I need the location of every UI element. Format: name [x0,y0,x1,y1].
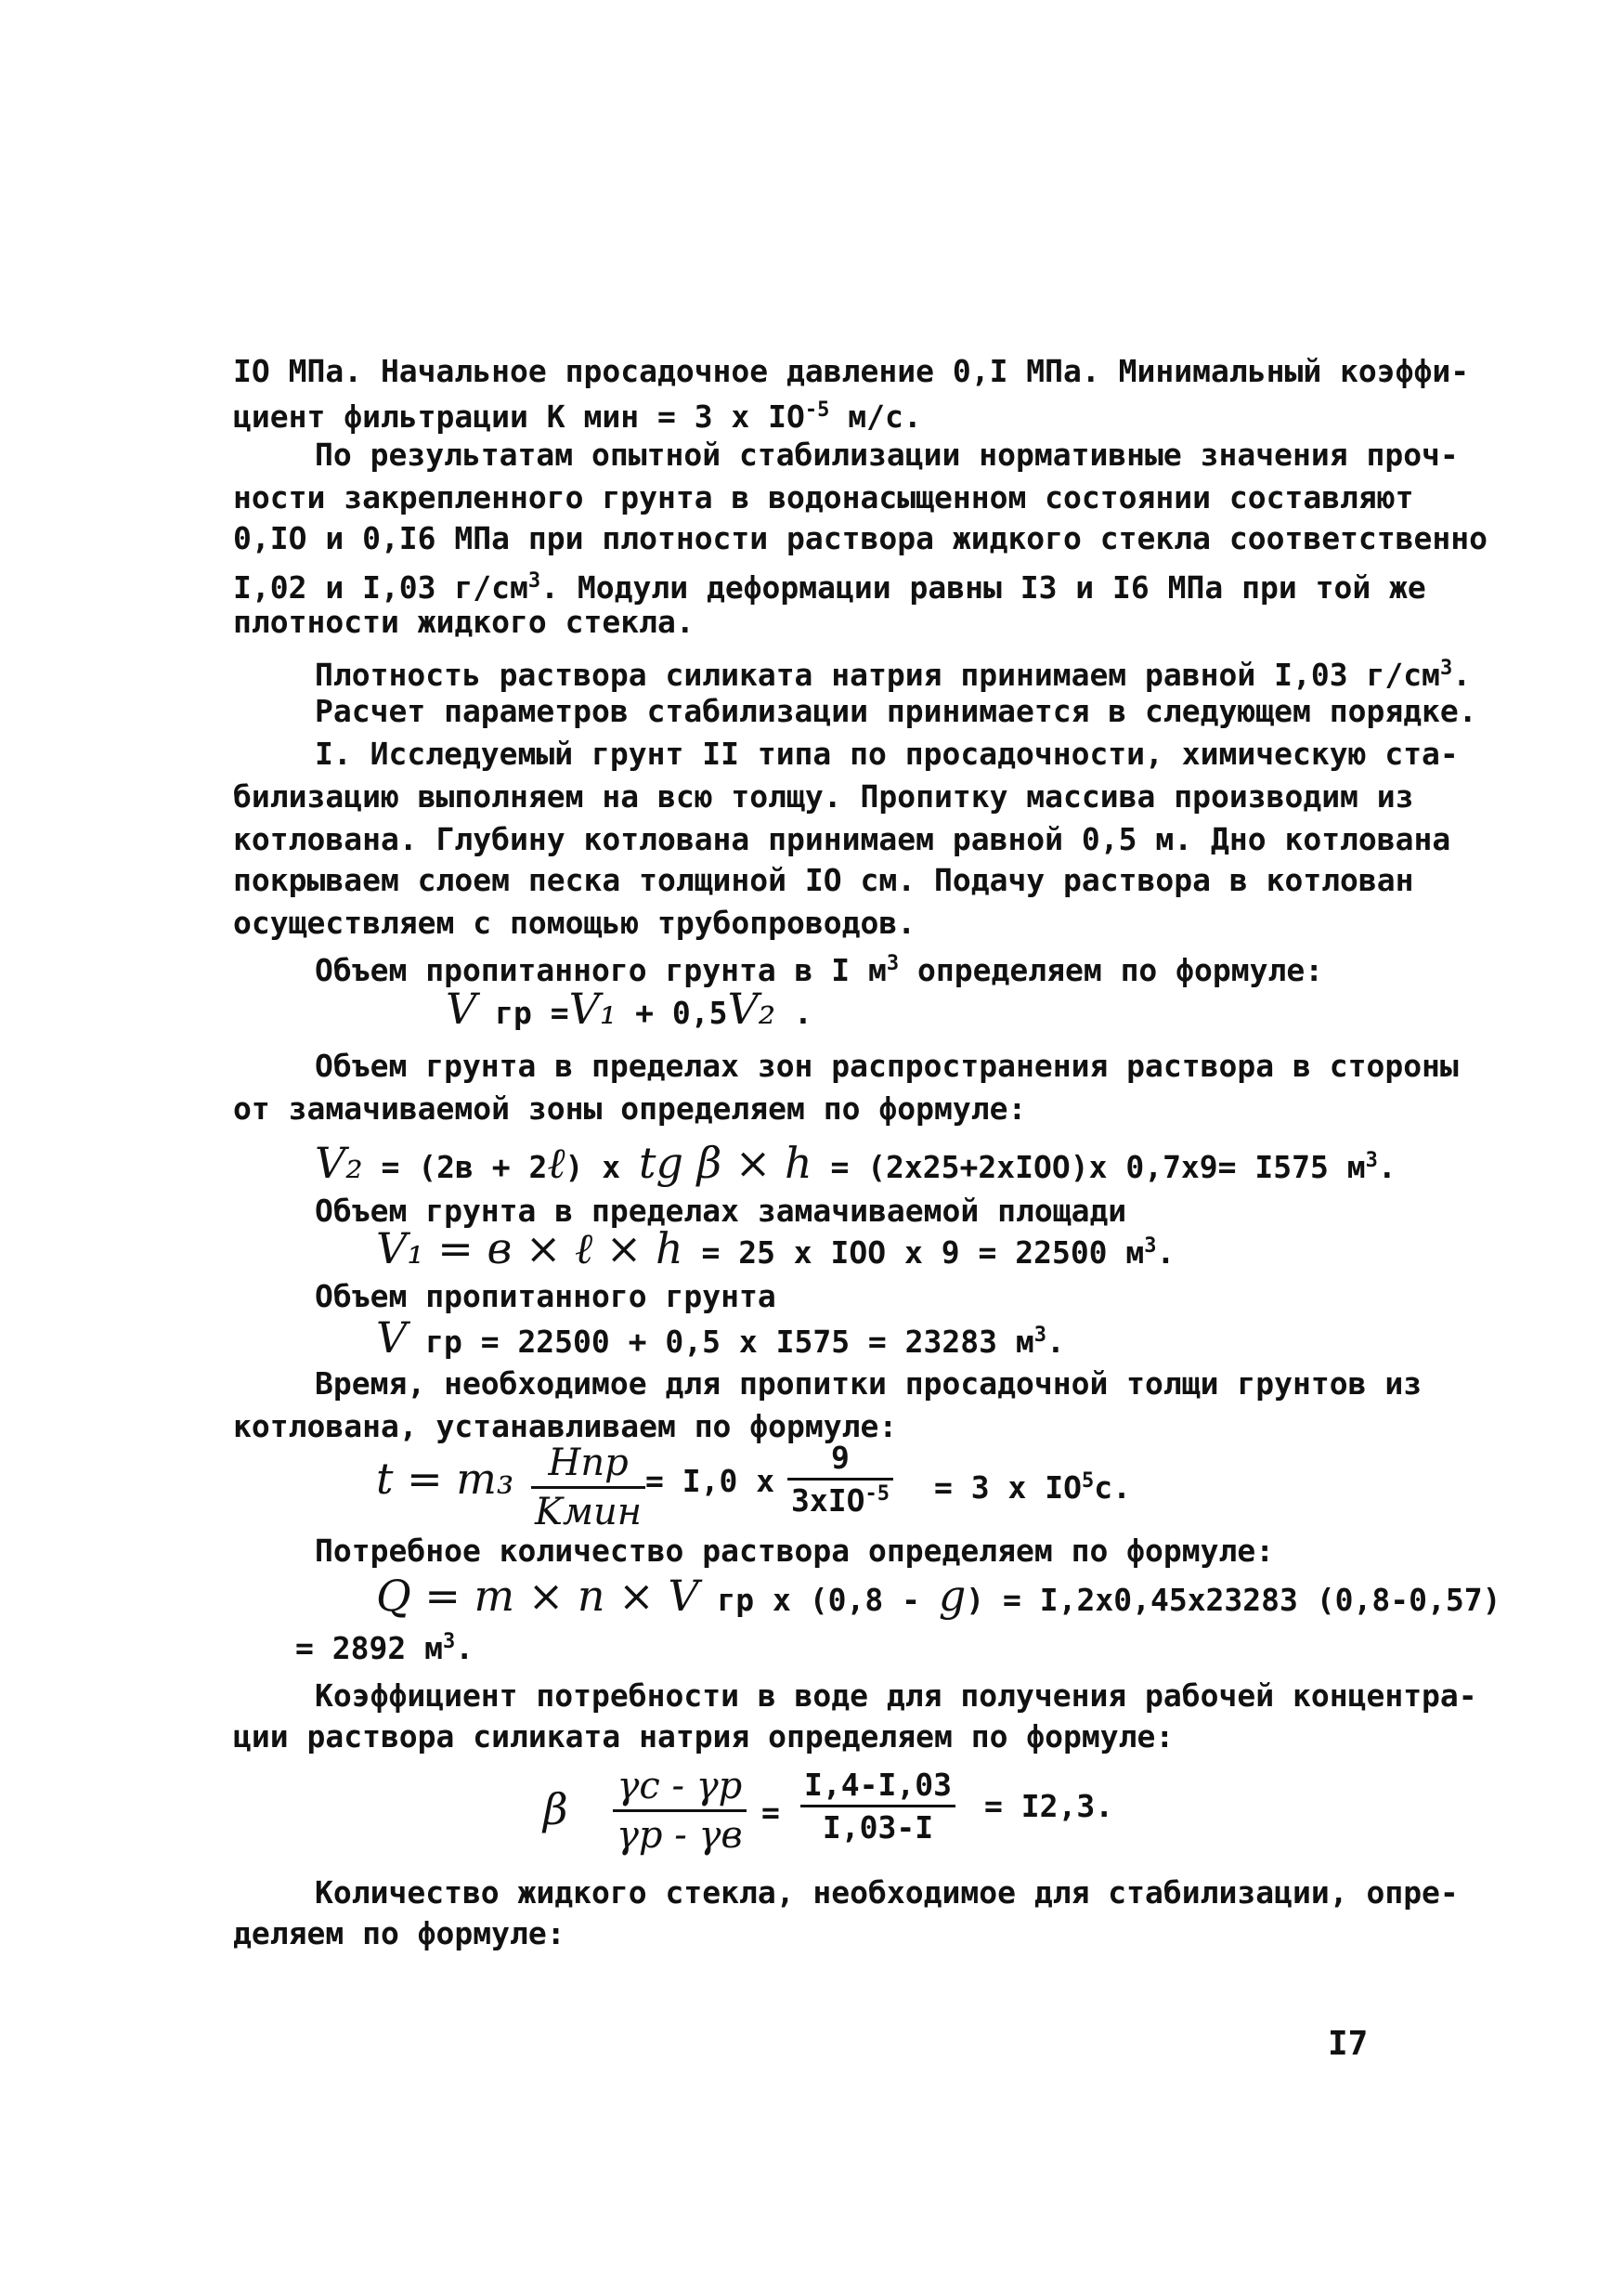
fraction-numerator: Hпр [548,1442,629,1484]
exponent: 3 [1033,1324,1046,1347]
formula-lhs [543,1784,568,1834]
formula-v-total [376,1312,1065,1363]
formula-q [376,1571,1501,1621]
exponent: 3 [527,569,541,593]
text-line: котлована, устанавливаем по формуле: [233,1408,898,1444]
text-line: ности закрепленного грунта в водонасыщенном состоянии составляют [233,479,1414,515]
formula-text: = 3 х IO [934,1469,1082,1506]
text-fragment: м/с. [829,398,922,435]
formula-text: гр = [476,995,569,1031]
text-line: Время, необходимое для пропитки просадочной толщи грунтов из [315,1365,1423,1402]
text-line [315,946,1323,989]
text-line: билизацию выполняем на всю толщу. Пропитку массива производим из [233,778,1414,815]
text-fragment: . Модули деформации равны I3 и I6 МПа при той же [540,569,1426,606]
fraction-denominator [787,1478,893,1519]
formula-v1 [376,1223,1176,1273]
handwritten-expression: tg β × h [639,1138,812,1188]
text-line: от замачиваемой зоны определяем по формуле: [233,1090,1027,1127]
exponent: -5 [804,398,830,422]
exponent: 5 [1081,1469,1095,1493]
text-line: Объем грунта в пределах замачиваемой площади [315,1193,1127,1229]
text-fragment: . [1452,657,1472,693]
fraction-numerator: I,4-I,03 [804,1767,952,1803]
formula-v2 [315,1138,1397,1188]
page-number: I7 [1328,2025,1369,2063]
text-fragment: I,02 и I,03 г/см [233,569,528,606]
handwritten-symbol: t [376,1454,394,1504]
formula-result [934,1463,1131,1507]
text-line: покрываем слоем песка толщиной IO см. Подачу раствора в котлован [233,862,1414,898]
formula-text: = (2в + 2 [362,1149,548,1185]
formula-text: = [761,1794,780,1831]
text-line: Расчет параметров стабилизации принимается в следующем порядке. [315,693,1477,729]
fraction-denominator: γp - γв [613,1809,747,1857]
formula-text: . [1377,1149,1397,1185]
fraction-numeric [800,1767,955,1846]
formula-lhs [376,1454,514,1504]
exponent: 3 [1365,1149,1378,1172]
text-line: осуществляем с помощью трубопроводов. [233,905,916,941]
handwritten-symbol: V₂ [315,1138,363,1188]
text-line: плотности жидкого стекла. [233,604,695,640]
text-fragment: Объем пропитанного грунта в I м [315,952,887,988]
text-fragment: определяем по формуле: [899,952,1324,988]
exponent: 3 [886,952,900,975]
handwritten-expression: Q = m × n × V [376,1571,699,1621]
text-fragment: циент фильтрации К мин = 3 х IO [233,398,805,435]
formula-text: + 0,5 [617,995,728,1031]
fraction-numerator: 9 [831,1440,850,1476]
exponent: 3 [442,1630,456,1653]
exponent: 3 [1144,1234,1157,1258]
text-line: По результатам опытной стабилизации нормативные значения проч- [315,437,1459,473]
fraction-gamma [613,1765,747,1857]
formula-text: ) = I,2х0,45х23283 (0,8-0,57) [966,1582,1501,1618]
handwritten-symbol: g [938,1571,967,1621]
fraction-denominator: I,03-I [800,1805,955,1846]
handwritten-symbol: V [376,1312,408,1363]
text-line [233,563,1426,607]
handwritten-symbol: V [446,984,477,1034]
fraction-numerator: γc - γp [617,1765,743,1807]
handwritten-symbol: V₂ [727,984,776,1034]
formula-text: = I,0 х [645,1463,775,1499]
formula-result: = I2,3. [984,1788,1114,1824]
text-line: IO МПа. Начальное просадочное давление 0,I МПа. Минимальный коэффи- [233,353,1470,389]
formula-text: = 25 х IOO х 9 = 22500 м [682,1234,1145,1271]
text-line: деляем по формуле: [233,1915,565,1951]
formula-text: = (2х25+2хIOO)х 0,7х9= I575 м [812,1149,1366,1185]
text-line: котлована. Глубину котлована принимаем равной 0,5 м. Дно котлована [233,821,1451,857]
text-line: ции раствора силиката натрия определяем по формуле: [233,1718,1175,1755]
formula-text: . [455,1630,474,1666]
handwritten-expression: V₁ = в × ℓ × h [376,1223,683,1273]
formula-volume-impregnated [446,984,812,1034]
text-line: Объем пропитанного грунта [315,1278,776,1314]
handwritten-symbol: = m₃ [393,1454,514,1504]
exponent: 3 [1439,657,1453,680]
formula-text: . [1156,1234,1176,1271]
text-line: Потребное количество раствора определяем по формуле: [315,1533,1275,1569]
text-line: I. Исследуемый грунт II типа по просадочности, химическую ста- [315,736,1459,772]
text-line: Количество жидкого стекла, необходимое для стабилизации, опре- [315,1874,1459,1911]
text-line: 0,IO и 0,I6 МПа при плотности раствора жидкого стекла соответственно [233,520,1488,556]
formula-text: гр = 22500 + 0,5 х I575 = 23283 м [407,1324,1034,1360]
text-line: Коэффициент потребности в воде для получения рабочей концентра- [315,1677,1477,1714]
exponent: -5 [864,1482,890,1506]
denominator-text: 3хIO [791,1482,865,1519]
text-fragment: Плотность раствора силиката натрия принимаем равной I,03 г/см [315,657,1440,693]
formula-text: = 2892 м [295,1630,443,1666]
fraction-denominator: Kмин [531,1486,645,1533]
formula-text: ) х [565,1149,640,1185]
formula-text: . [1046,1324,1065,1360]
text-line [315,650,1471,694]
text-line: Объем грунта в пределах зон распространения раствора в стороны [315,1048,1459,1084]
handwritten-symbol: ℓ [547,1138,565,1188]
handwritten-symbol: V₁ [568,984,617,1034]
handwritten-symbol: β [543,1784,568,1834]
fraction-h-k [531,1442,645,1533]
text-line [233,392,922,436]
formula-q-result [295,1624,474,1667]
formula-text: гр х (0,8 - [698,1582,939,1618]
formula-text: с. [1094,1469,1131,1506]
formula-text: . [775,995,812,1031]
fraction-9 [787,1440,893,1519]
